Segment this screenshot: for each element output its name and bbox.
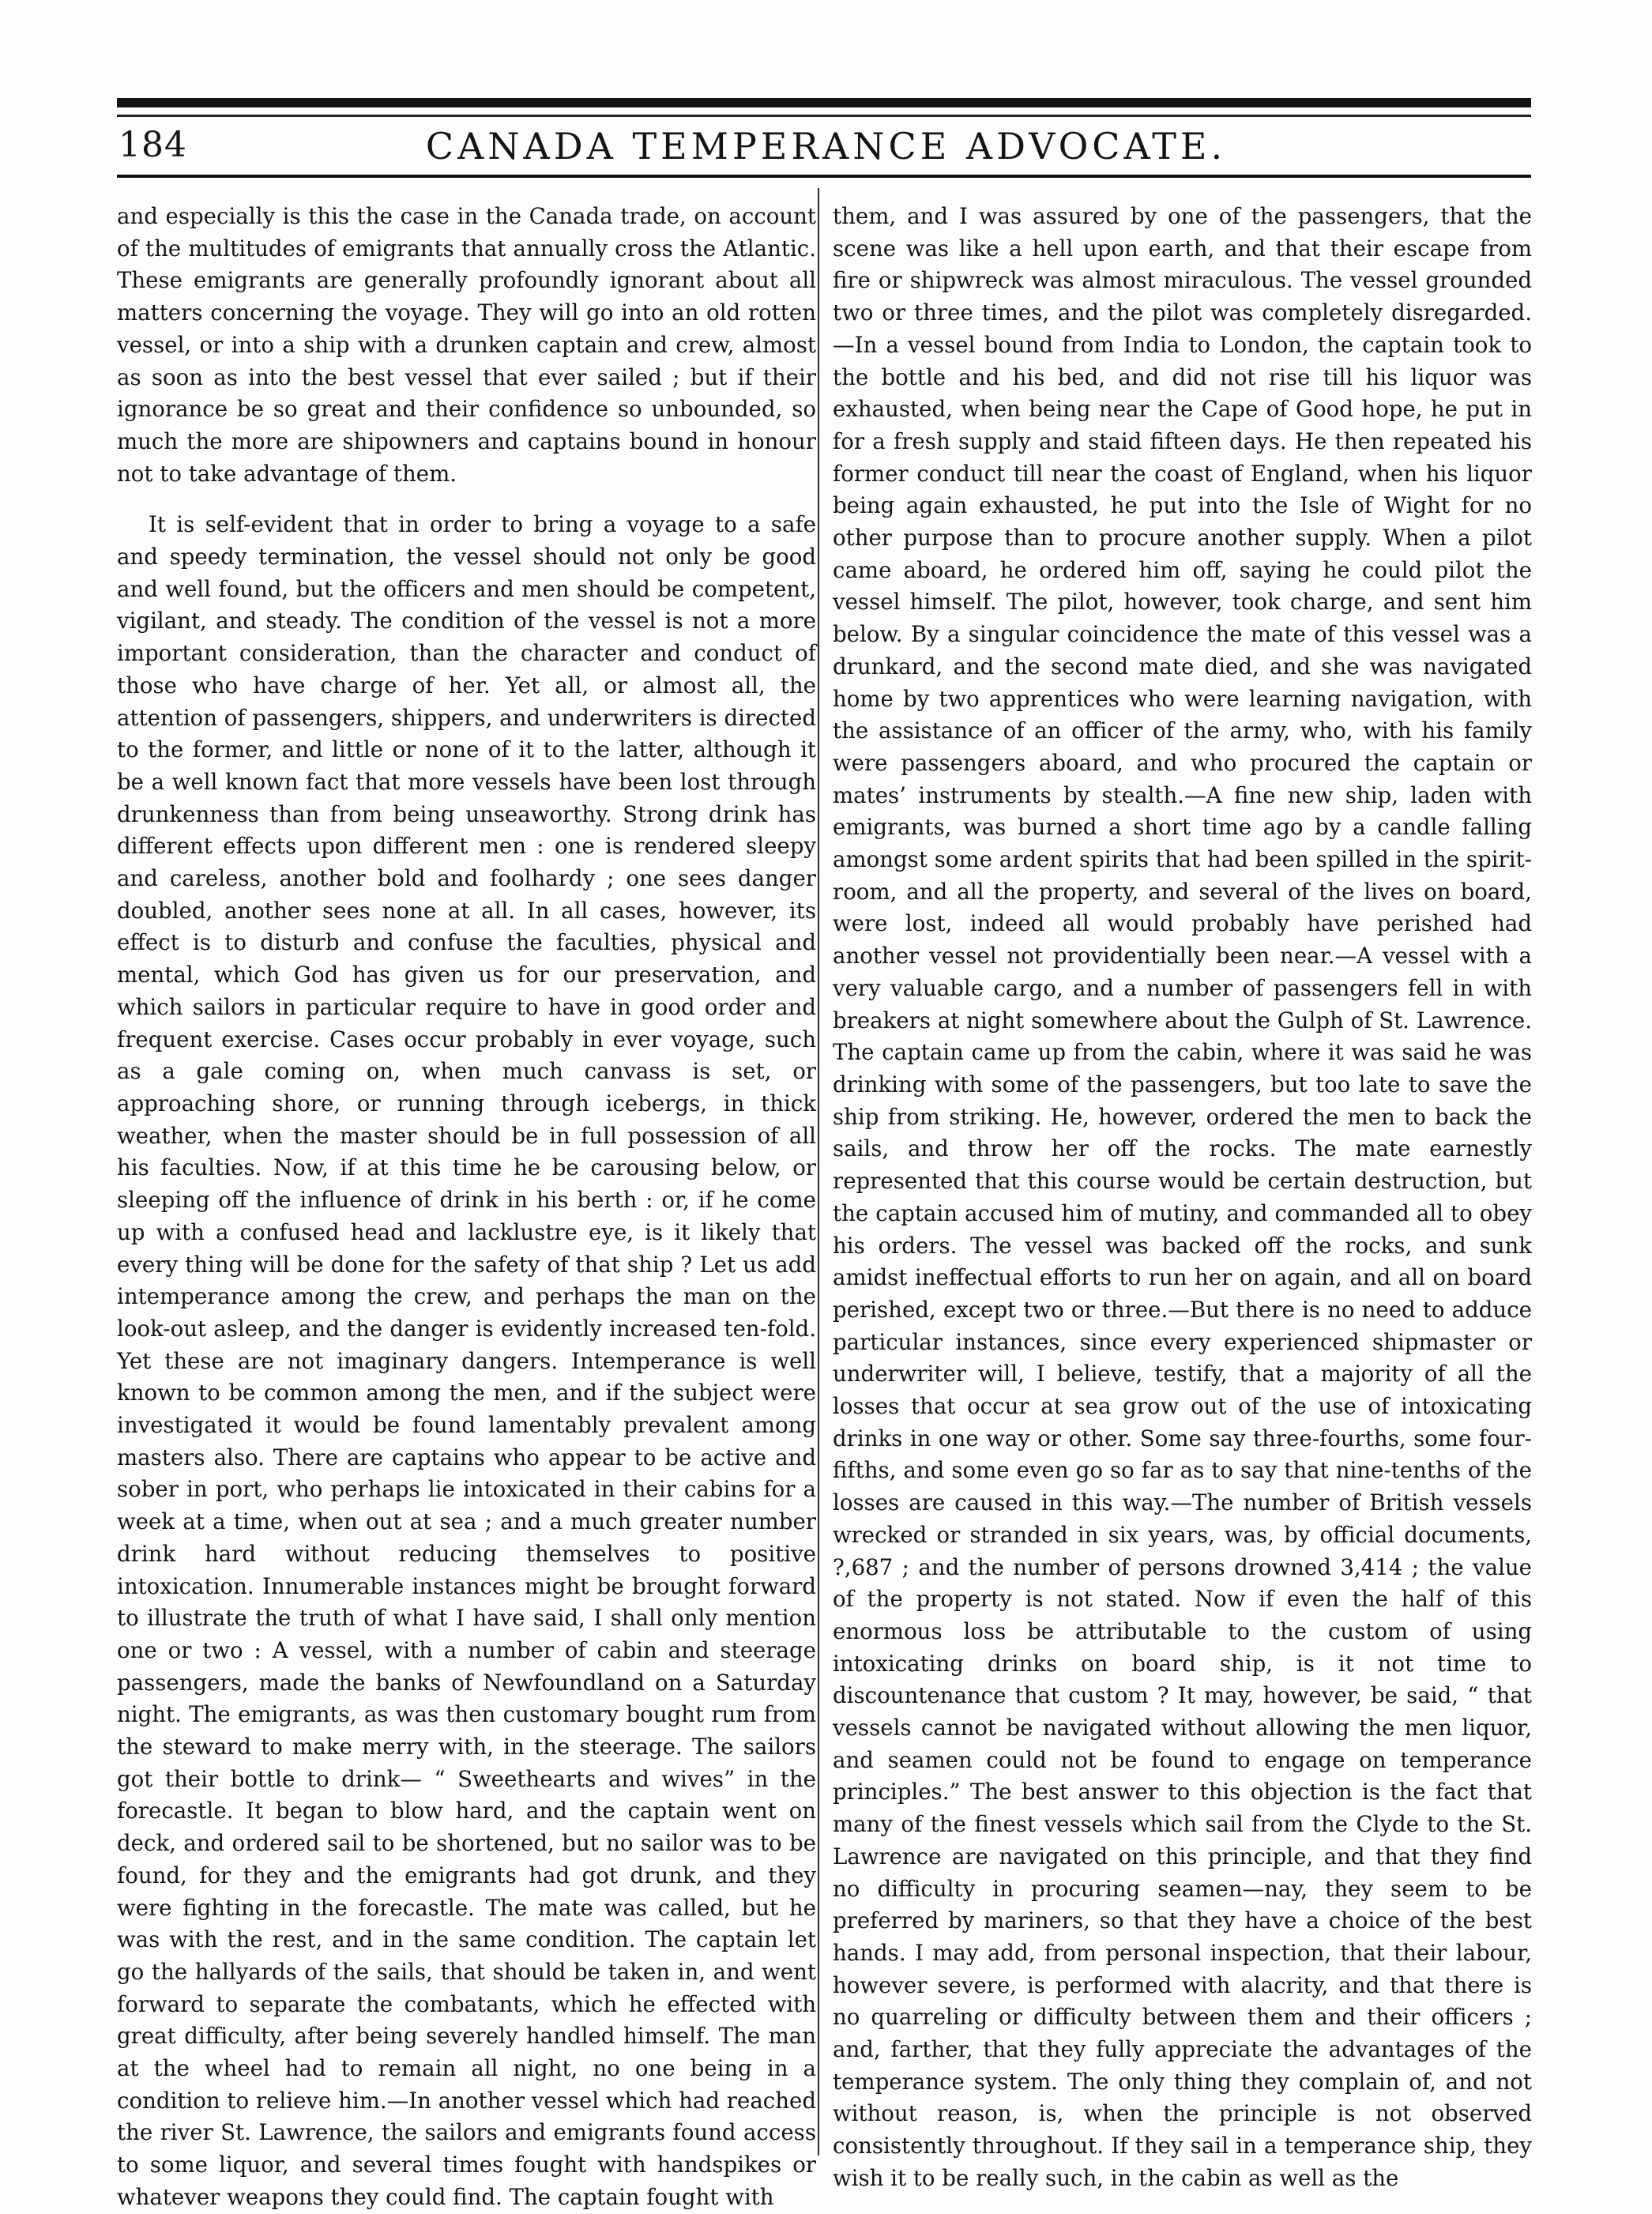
left-paragraph-1: and especially is this the case in the Canada trade, on account of the multitudes of emigrants that annually cross the Atlantic. These emigrants are generally profoundly ignorant about all matters concerning the voyage. They will go into an old rotten vessel, or into a ship with a drunken captain and crew, almost as soon as into the best vessel that ever sailed ; but if their ignorance be so great and their confidence so unbounded, so much the more are shipowners and captains bound in honour not to take advantage of them. [117,203,816,487]
right-paragraph-1: them, and I was assured by one of the passengers, that the scene was like a hell upon earth, and that their escape from fire or shipwreck was almost miraculous. The vessel grounded two or three times, and the pilot was completely disregarded.—In a vessel bound from India to London, the captain took to the bottle and his bed, and did not rise till his liquor was exhausted, when being near the Cape of Good hope, he put in for a fresh supply and staid fifteen days. He then repeated his former conduct till near the coast of England, when his liquor being again exhausted, he put into the Isle of Wight for no other purpose than to procure another supply. When a pilot came aboard, he ordered him off, saying he could pilot the vessel himself. The pilot, however, took charge, and sent him below. By a singular coincidence the mate of this vessel was a drunkard, and the second mate died, and she was navigated home by two apprentices who were learning navigation, with the assistance of an officer of the army, who, with his family were passengers aboard, and who procured the captain or mates’ instruments by stealth.—A fine new ship, laden with emigrants, was burned a short time ago by a candle falling amongst some ardent spirits that had been spilled in the spirit-room, and all the property, and several of the lives on board, were lost, indeed all would probably have perished had another vessel not providentially been near.—A vessel with a very valuable cargo, and a number of passengers fell in with breakers at night somewhere about the Gulph of St. Lawrence. The captain came up from the cabin, where it was said he was drinking with some of the passengers, but too late to save the ship from striking. He, however, ordered the men to back the sails, and throw her off the rocks. The mate earnestly represented that this course would be certain destruction, but the captain accused him of mutiny, and commanded all to obey his orders. The vessel was backed off the rocks, and sunk amidst ineffectual efforts to run her on again, and all on board perished, except two or three.—But there is no need to adduce particular instances, since every experienced shipmaster or underwriter will, I believe, testify, that a majority of all the losses that occur at sea grow out of the use of intoxicating drinks in one way or other. Some say three-fourths, some four-fifths, and some even go so far as to say that nine-tenths of the losses are caused in this way.—The number of British vessels wrecked or stranded in six years, was, by official documents, ?,687 ; and the number of persons drowned 3,414 ; the value of the property is not stated. Now if even the half of this enormous loss be attributable to the custom of using intoxicating drinks on board ship, is it not time to discountenance that custom ? It may, however, be said, “ that vessels cannot be navigated without allowing the men liquor, and seamen could not be found to engage on temperance principles.” The best answer to this objection is the fact that many of the finest vessels which sail from the Clyde to the St. Lawrence are navigated on this principle, and that they find no difficulty in procuring seamen—nay, they seem to be preferred by mariners, so that they have a choice of the best hands. I may add, from personal inspection, that their labour, however severe, is performed with alacrity, and that there is no quarreling or difficulty between them and their officers ; and, farther, that they fully appreciate the advantages of the temperance system. The only thing they complain of, and not without reason, is, when the principle is not observed consistently throughout. If they sail in a temperance ship, they wish it to be really such, in the cabin as well as the [833,203,1532,2191]
header-rule-bottom [117,175,1531,178]
left-column [117,201,816,2210]
publication-title: CANADA TEMPERANCE ADVOCATE. [425,125,1227,168]
left-paragraph-2: It is self-evident that in order to bring a voyage to a safe and speedy termination, the vessel should not only be good and well found, but the officers and men should be competent, vigilant, and steady. The condition of the vessel is not a more important consideration, than the character and conduct of those who have charge of her. Yet all, or almost all, the attention of passengers, shippers, and underwriters is directed to the former, and little or none of it to the latter, although it be a well known fact that more vessels have been lost through drunkenness than from being unseaworthy. Strong drink has different effects upon different men : one is rendered sleepy and careless, another bold and foolhardy ; one sees danger doubled, another sees none at all. In all cases, however, its effect is to disturb and confuse the faculties, physical and mental, which God has given us for our preservation, and which sailors in particular require to have in good order and frequent exercise. Cases occur probably in ever voyage, such as a gale coming on, when much canvass is set, or approaching shore, or running through icebergs, in thick weather, when the master should be in full possession of all his faculties. Now, if at this time he be carousing below, or sleeping off the influence of drink in his berth : or, if he come up with a confused head and lacklustre eye, is it likely that every thing will be done for the safety of that ship ? Let us add intemperance among the crew, and perhaps the man on the look-out asleep, and the danger is evidently increased ten-fold. Yet these are not imaginary dangers. Intemperance is well known to be common among the men, and if the subject were investigated it would be found lamentably prevalent among masters also. There are captains who appear to be active and sober in port, who perhaps lie intoxicated in their cabins for a week at a time, when out at sea ; and a much greater number drink hard without reducing themselves to positive intoxication. Innumerable instances might be brought forward to illustrate the truth of what I have said, I shall only mention one or two : A vessel, with a number of cabin and steerage passengers, made the banks of Newfoundland on a Saturday night. The emigrants, as was then customary bought rum from the steward to make merry with, in the steerage. The sailors got their bottle to drink— “ Sweethearts and wives” in the forecastle. It began to blow hard, and the captain went on deck, and ordered sail to be shortened, but no sailor was to be found, for they and the emigrants had got drunk, and they were fighting in the forecastle. The mate was called, but he was with the rest, and in the same condition. The captain let go the hallyards of the sails, that should be taken in, and went forward to separate the combatants, which he effected with great difficulty, after being severely handled himself. The man at the wheel had to remain all night, no one being in a condition to relieve him.—In another vessel which had reached the river St. Lawrence, the sailors and emigrants found access to some liquor, and several times fought with handspikes or whatever weapons they could find. The captain fought with [117,511,816,2210]
page-number: 184 [119,125,187,165]
right-column [833,201,1532,2191]
header-rule-thin [117,115,1531,117]
header-rule-thick [117,98,1531,107]
column-divider [818,188,819,2156]
